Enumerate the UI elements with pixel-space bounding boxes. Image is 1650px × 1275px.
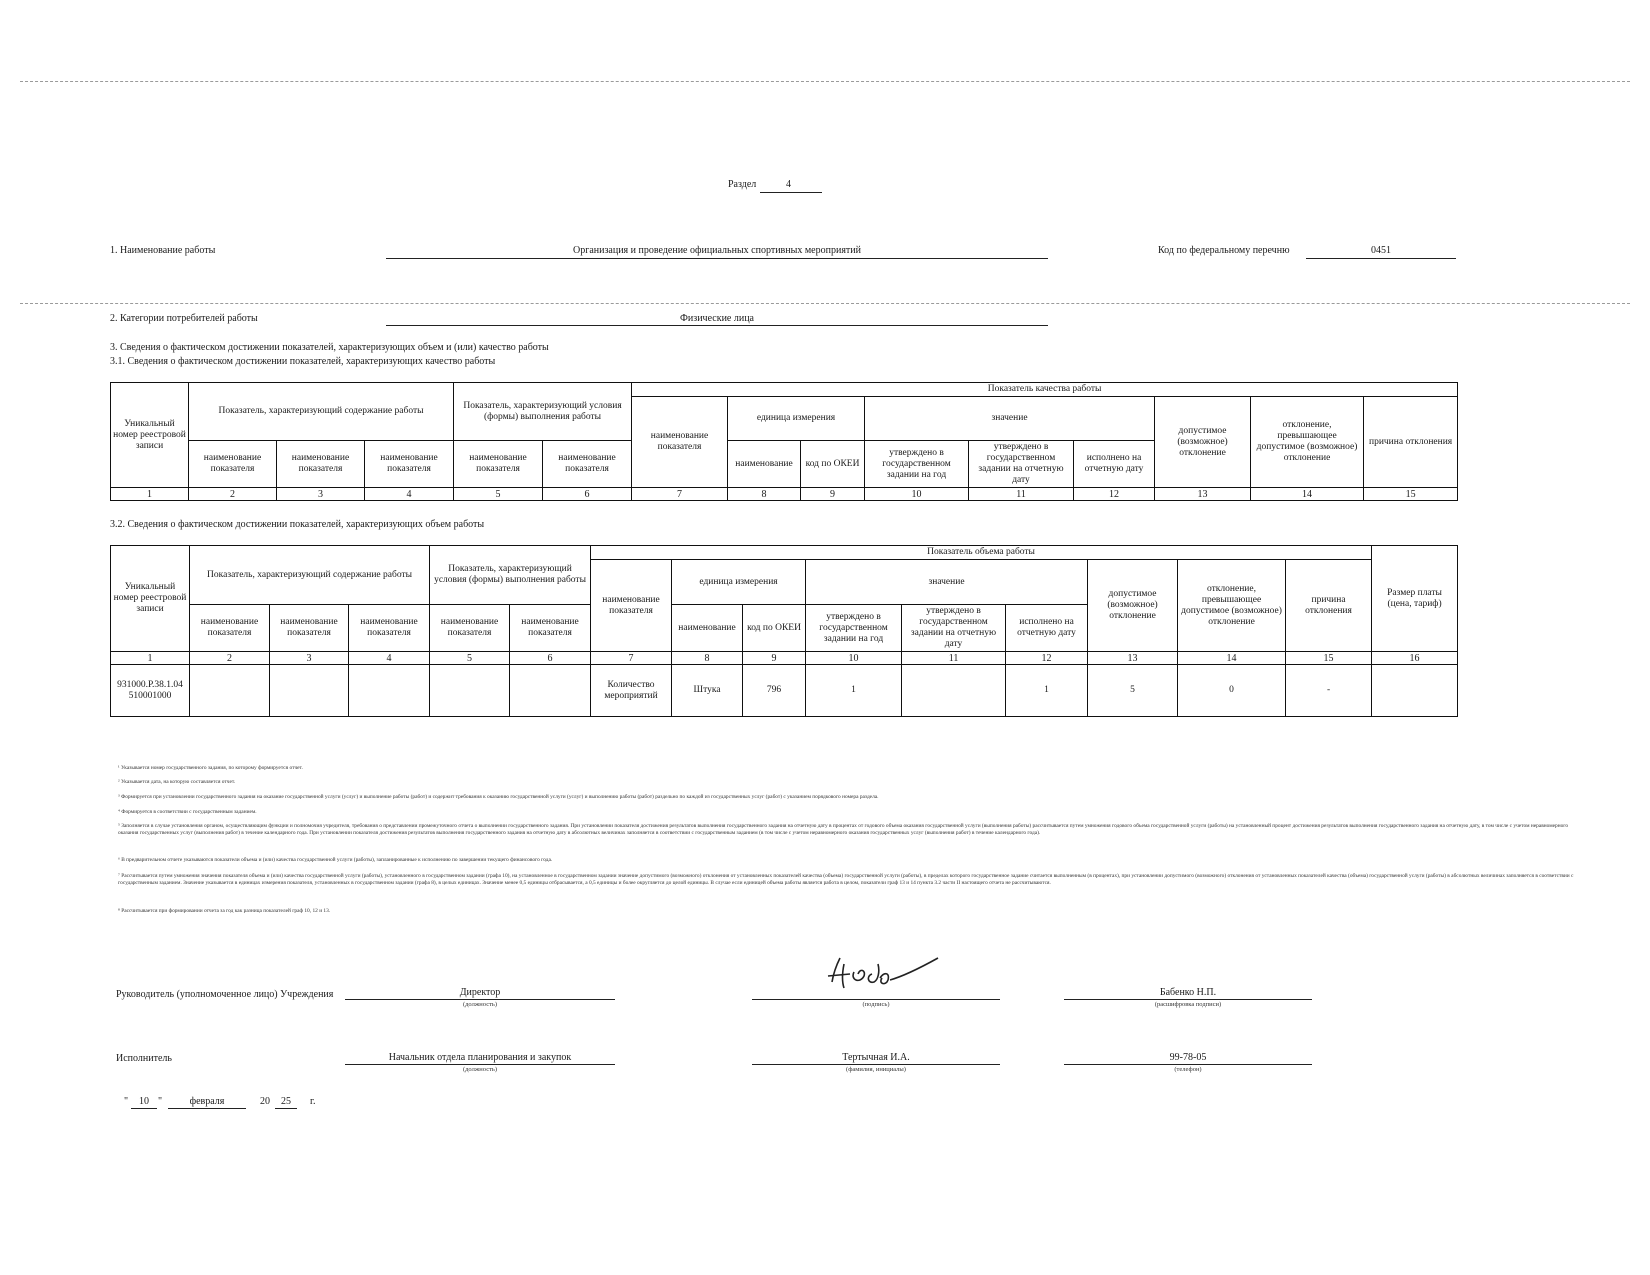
date-day: 10 (139, 1096, 149, 1107)
executor-name-caption: (фамилия, инициалы) (846, 1066, 906, 1073)
t2-row-approved-year: 1 (806, 665, 902, 717)
t1-col-quality: Показатель качества работы (632, 383, 1458, 397)
consumers-label: 2. Категории потребителей работы (110, 313, 258, 324)
t2-col-volume: Показатель объема работы (591, 546, 1372, 560)
executor-phone-line (1064, 1064, 1312, 1065)
t1-num: 9 (801, 488, 865, 501)
t2-row-empty (510, 665, 591, 717)
t1-col-executed: исполнено на отчетную дату (1074, 441, 1155, 488)
t1-num: 14 (1251, 488, 1364, 501)
t2-sub-name-2: наименование показателя (190, 605, 270, 652)
head-signature-line (752, 999, 1000, 1000)
t1-col-okei: код по ОКЕИ (801, 441, 865, 488)
t1-num: 15 (1364, 488, 1458, 501)
t1-num: 4 (365, 488, 454, 501)
t1-col-unit-name: наименование (728, 441, 801, 488)
date-month-line (168, 1108, 246, 1109)
t2-num: 3 (270, 652, 349, 665)
t1-num: 13 (1155, 488, 1251, 501)
t1-col-reason: причина отклонения (1364, 397, 1458, 488)
t2-col-approved-year: утверждено в государственном задании на год (806, 605, 902, 652)
heading-3-2: 3.2. Сведения о фактическом достижении показателей, характеризующих объем работы (110, 519, 485, 530)
executor-phone: 99-78-05 (1169, 1052, 1207, 1063)
executor-name: Тертычная И.А. (842, 1052, 910, 1063)
date-year-line (275, 1108, 297, 1109)
executor-phone-caption: (телефон) (1174, 1066, 1202, 1073)
executor-position: Начальник отдела планирования и закупок (388, 1052, 572, 1063)
t2-num: 16 (1372, 652, 1458, 665)
t2-col-fee: Размер платы (цена, тариф) (1372, 546, 1458, 652)
t2-row-empty (190, 665, 270, 717)
t2-col-conditions: Показатель, характеризующий условия (формы) выполнения работы (430, 546, 591, 605)
head-signature-caption: (подпись) (862, 1001, 890, 1008)
footnote-8: ⁸ Рассчитывается при формировании отчета за год как разница показателей граф 10, 12 и 13. (118, 908, 331, 914)
t1-num: 6 (543, 488, 632, 501)
t2-col-unique: Уникальный номер реестровой записи (111, 546, 190, 652)
t2-num: 2 (190, 652, 270, 665)
section-underline (760, 192, 822, 193)
t2-col-executed: исполнено на отчетную дату (1006, 605, 1088, 652)
t1-sub-name-2: наименование показателя (189, 441, 277, 488)
t2-col-unit: единица измерения (672, 560, 806, 605)
volume-table (110, 545, 1458, 717)
t2-row-indicator: Количество мероприятий (591, 665, 672, 717)
work-name-underline (386, 258, 1048, 259)
consumers-value: Физические лица (680, 313, 754, 324)
footnote-5: ⁵ Заполняется в случае установления органом, осуществляющим функции и полномочия учредителя, требования о представлении промежуточного отчета о выполнении государственного задания. При установлении показателя достижения результатов выполнения государственного задания на отчетную дату в процентах от годового объема оказания государственной услуги (выполнения работы) рассчитывается путем умножения годового объема государственной услуги (работы) на установленный процент достижения результатов выполнения государственного задания на отчетную дату, в том числе с учетом неравномерного оказания государственных услуг (выполнения работ) в течение календарного года. При установлении показателя достижения результатов выполнения государственного задания на отчетную дату в абсолютных величинах заполняется в соответствии с государственным заданием (в том числе с учетом неравномерного оказания государственных услуг (выполнения работ) в течение календарного года). (118, 823, 1569, 836)
t1-num: 8 (728, 488, 801, 501)
t1-sub-name-6: наименование показателя (543, 441, 632, 488)
head-position: Директор (459, 987, 501, 998)
t2-num: 13 (1088, 652, 1178, 665)
signature-scribble (820, 950, 950, 995)
t1-num: 11 (969, 488, 1074, 501)
t2-row-empty (430, 665, 510, 717)
t1-num: 7 (632, 488, 728, 501)
t2-sub-name-6: наименование показателя (510, 605, 591, 652)
table-row (111, 665, 1458, 717)
work-name-label: 1. Наименование работы (110, 245, 216, 256)
footnote-2: ² Указывается дата, на которую составляется отчет. (118, 779, 236, 785)
consumers-underline (386, 325, 1048, 326)
t2-num: 8 (672, 652, 743, 665)
date-day-line (131, 1108, 157, 1109)
t2-row-approved-date (902, 665, 1006, 717)
scan-dash-mid (20, 303, 1630, 304)
t2-col-name: наименование показателя (591, 560, 672, 652)
t2-col-reason: причина отклонения (1286, 560, 1372, 652)
scan-dash-top (20, 81, 1630, 82)
t1-num: 12 (1074, 488, 1155, 501)
t1-col-unit: единица измерения (728, 397, 865, 441)
head-name-caption: (расшифровка подписи) (1154, 1001, 1222, 1008)
t1-num: 1 (111, 488, 189, 501)
t2-num: 4 (349, 652, 430, 665)
date-open-quote: " (124, 1096, 129, 1107)
t1-col-unique: Уникальный номер реестровой записи (111, 383, 189, 488)
t2-row-fee (1372, 665, 1458, 717)
date-year-prefix: 20 (260, 1096, 270, 1107)
t2-num: 10 (806, 652, 902, 665)
t1-sub-name-4: наименование показателя (365, 441, 454, 488)
executor-position-line (345, 1064, 615, 1065)
date-suffix: г. (310, 1096, 316, 1107)
t1-col-excess: отклонение, превышающее допустимое (возможное) отклонение (1251, 397, 1364, 488)
t2-col-excess: отклонение, превышающее допустимое (возможное) отклонение (1178, 560, 1286, 652)
head-label: Руководитель (уполномоченное лицо) Учреждения (116, 989, 334, 1000)
t2-num: 6 (510, 652, 591, 665)
t1-sub-name-5: наименование показателя (454, 441, 543, 488)
code-underline (1306, 258, 1456, 259)
t2-num: 9 (743, 652, 806, 665)
date-month: февраля (189, 1096, 225, 1107)
t2-num: 1 (111, 652, 190, 665)
t2-col-value: значение (806, 560, 1088, 605)
footnote-1: ¹ Указывается номер государственного задания, по которому формируется отчет. (118, 765, 303, 771)
heading-3-1: 3.1. Сведения о фактическом достижении показателей, характеризующих качество работы (110, 356, 496, 367)
footnote-3: ³ Формируется при установлении государственного задания на оказание государственной услуги (услуг) и выполнение работы (работ) и содержит требования к оказанию государственной услуги (услуг) и выполнению работы (работ) раздельно по каждой из государственных услуг (работ) с указанием порядкового номера раздела. (118, 794, 879, 800)
t2-col-okei: код по ОКЕИ (743, 605, 806, 652)
date-year-suffix: 25 (281, 1096, 291, 1107)
t1-num: 3 (277, 488, 365, 501)
head-position-line (345, 999, 615, 1000)
t1-sub-name-3: наименование показателя (277, 441, 365, 488)
t2-num: 11 (902, 652, 1006, 665)
t2-col-unit-name: наименование (672, 605, 743, 652)
work-name-value: Организация и проведение официальных спортивных мероприятий (573, 245, 861, 256)
heading-3: 3. Сведения о фактическом достижении показателей, характеризующих объем и (или) качество работы (110, 342, 549, 353)
section-label: Раздел (728, 179, 757, 190)
head-name-line (1064, 999, 1312, 1000)
t1-col-conditions: Показатель, характеризующий условия (формы) выполнения работы (454, 383, 632, 441)
t2-col-allowed: допустимое (возможное) отклонение (1088, 560, 1178, 652)
date-close-quote: " (158, 1096, 163, 1107)
t2-row-reason: - (1286, 665, 1372, 717)
t1-col-name: наименование показателя (632, 397, 728, 488)
t2-row-excess: 0 (1178, 665, 1286, 717)
t1-num: 10 (865, 488, 969, 501)
t2-num: 7 (591, 652, 672, 665)
t2-row-executed: 1 (1006, 665, 1088, 717)
footnote-6: ⁶ В предварительном отчете указываются показатели объема и (или) качества государственной услуги (работы), запланированные к исполнению по завершении текущего финансового года. (118, 857, 553, 863)
head-name: Бабенко Н.П. (1159, 987, 1217, 998)
t1-col-approved-year: утверждено в государственном задании на год (865, 441, 969, 488)
t2-col-content: Показатель, характеризующий содержание работы (190, 546, 430, 605)
t1-col-allowed: допустимое (возможное) отклонение (1155, 397, 1251, 488)
quality-table (110, 382, 1458, 501)
t2-row-okei: 796 (743, 665, 806, 717)
t2-sub-name-4: наименование показателя (349, 605, 430, 652)
executor-name-line (752, 1064, 1000, 1065)
executor-label: Исполнитель (116, 1053, 172, 1064)
t2-num: 15 (1286, 652, 1372, 665)
t2-row-empty (349, 665, 430, 717)
t2-row-unit: Штука (672, 665, 743, 717)
footnote-4: ⁴ Формируется в соответствии с государственным заданием. (118, 809, 257, 815)
executor-position-caption: (должность) (462, 1066, 498, 1073)
t1-col-content: Показатель, характеризующий содержание работы (189, 383, 454, 441)
t1-col-value: значение (865, 397, 1155, 441)
section-number: 4 (786, 179, 791, 190)
t1-col-approved-date: утверждено в государственном задании на отчетную дату (969, 441, 1074, 488)
t2-row-allowed: 5 (1088, 665, 1178, 717)
t2-row-empty (270, 665, 349, 717)
t1-num: 2 (189, 488, 277, 501)
head-position-caption: (должность) (462, 1001, 498, 1008)
t2-num: 14 (1178, 652, 1286, 665)
t2-row-unique: 931000.Р.38.1.04 510001000 (111, 665, 190, 717)
t2-num: 5 (430, 652, 510, 665)
t2-num: 12 (1006, 652, 1088, 665)
t2-col-approved-date: утверждено в государственном задании на отчетную дату (902, 605, 1006, 652)
t2-sub-name-5: наименование показателя (430, 605, 510, 652)
t2-sub-name-3: наименование показателя (270, 605, 349, 652)
t1-num: 5 (454, 488, 543, 501)
footnote-7: ⁷ Рассчитывается путем умножения значения показателя объема и (или) качества государственной услуги (работы), установленного в государственном задании (графа 10), на установленное в государственном задании значение допустимого (возможного) отклонения от установленных показателей качества (объема) государственной услуги (работы), в пределах которого государственное задание считается выполненным (в процентах), при установлении допустимого (возможного) отклонения от установленных показателей качества (объема) государственной услуги (работы) в абсолютных величинах заполняется в соответствии с государственным заданием. Значение указывается в единицах измерения показателя, установленных в государственном задании (графа 8), в целых единицах. Значение менее 0,5 единицы отбрасывается, а 0,5 единицы и более округляется до целой единицы. В случае если единицей объема работы является работа в целом, показатели граф 13 и 14 пункта 3.2 части II настоящего отчета не рассчитываются. (118, 873, 1574, 886)
code-value: 0451 (1371, 245, 1391, 256)
code-label: Код по федеральному перечню (1158, 245, 1290, 256)
